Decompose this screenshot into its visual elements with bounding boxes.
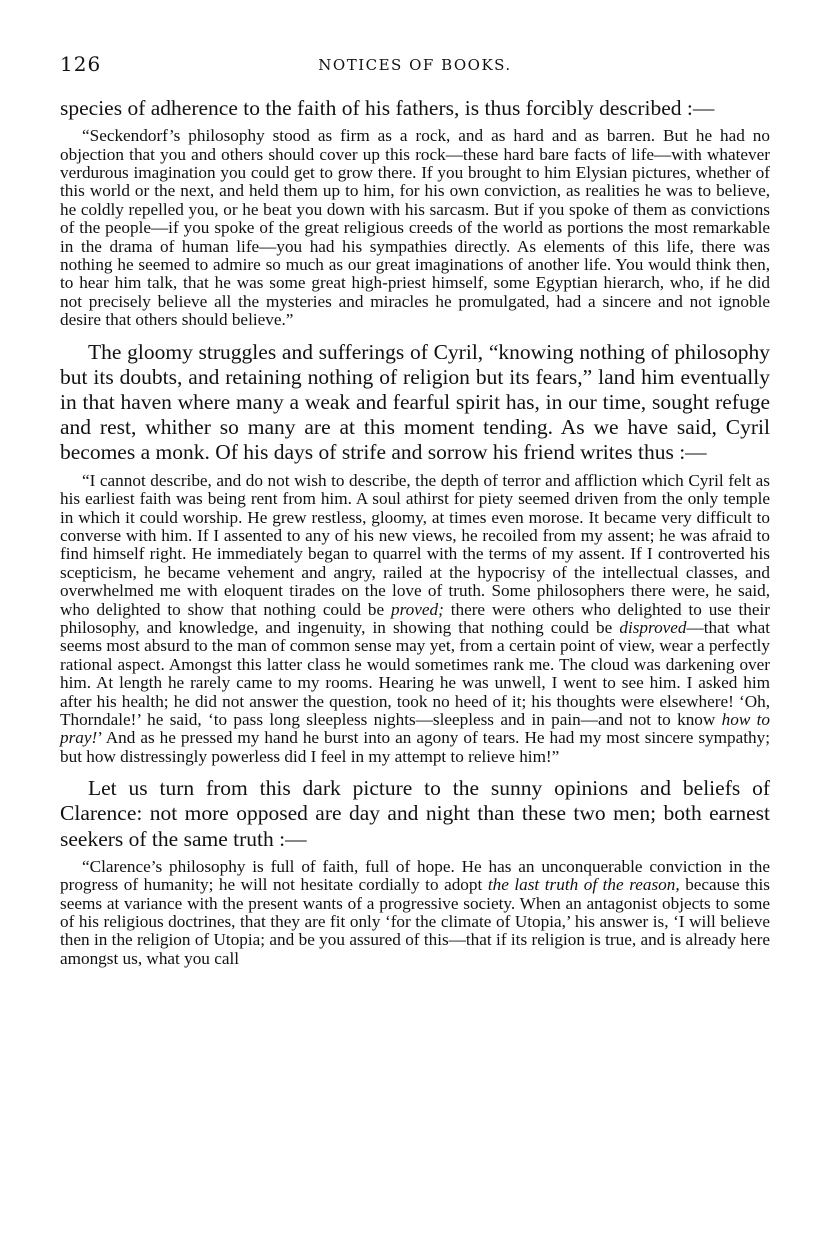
body-paragraph-1: species of adherence to the faith of his fathers, is thus forcibly described :— bbox=[60, 96, 715, 120]
quote-clarence-emphasis: the last truth of the reason, bbox=[487, 875, 680, 895]
quote-clarence bbox=[60, 858, 770, 968]
running-title: NOTICES OF BOOKS. bbox=[318, 56, 512, 74]
quote-seckendorf: “Seckendorf’s philosophy stood as firm as a rock, and as hard and as barren. But he had no objection that you and others should cover up this rock—these hard bare facts of life—with whatever verdurous imagination you could get to grow there. If you brought to him Elysian pictures, whether of this world or the next, and held them up to him, for his own conviction, as realities he was to believe, he coldly repelled you, or he beat you down with his sarcasm. But if you spoke of them as convictions of the people—if you spoke of the great religious creeds of the world as portions the most remarkable in the drama of human life—you had his sympathies directly. As elements of this life, there was nothing he seemed to admire so much as our great imaginations of another life. You would think then, to hear him talk, that he was some great high-priest himself, some Egyptian hierarch, who, if he did not precisely believe all the mysteries and miracles he promulgated, had a sincere and not ignoble desire that others should believe.” bbox=[60, 126, 770, 330]
book-page bbox=[60, 52, 770, 978]
quote-cyril-text-3: —that what seems most absurd to the man of common sense may yet, from a certain point of view, wear a perfectly rational aspect. Amongst this latter class he would sometimes rank me. The cloud was darkening over him. At length he rarely came to my rooms. Hearing he was unwell, I went to see him. I asked him after his health; he did not answer the question, took no heed of it; his thoughts were elsewhere! ‘Oh, Thorndale!’ he said, ‘to pass long sleepless nights—sleepless and in pain—and not to know bbox=[60, 617, 770, 729]
body-paragraph-3: Let us turn from this dark picture to the sunny opinions and beliefs of Clarence: not more opposed are day and night than these two men; both earnest seekers of the same truth :— bbox=[60, 776, 770, 851]
page-header bbox=[60, 52, 770, 82]
quote-cyril-text-2: there were others who delighted to use their philosophy, and knowledge, and ingenuity, in showing that nothing could be bbox=[60, 599, 770, 637]
quote-cyril-emphasis-pray: how to pray! bbox=[60, 709, 770, 748]
quote-cyril-emphasis-proved: proved; bbox=[391, 599, 444, 619]
quote-cyril-text-1: “I cannot describe, and do not wish to describe, the depth of terror and affliction which Cyril felt as his earliest faith was being rent from him. A soul athirst for piety seemed driven from the only temple in which it could worship. He grew restless, gloomy, at times even morose. It became very difficult to converse with him. If I assented to any of his new views, he recoiled from my assent; he was afraid to find himself right. He immediately began to quarrel with the terms of my assent. If I controverted his scepticism, he became vehement and angry, railed at the hypocrisy of the intellectual classes, and overwhelmed me with eloquent tirades on the love of truth. Some philosophers there were, he said, who delighted to show that nothing could be bbox=[60, 470, 770, 619]
quote-clarence-text-2: because this seems at variance with the present wants of a progressive society. When an antagonist objects to some of his religious doctrines, that they are fit only ‘for the climate of Utopia,’ his answer is, ‘I will believe then in the religion of Utopia; and be you assured of this—that if its religion is true, and is already here amongst us, what you call bbox=[60, 875, 770, 968]
quote-cyril-text-4: ’ And as he pressed my hand he burst into an agony of tears. He had my most sincere sympathy; but how distressingly powerless did I feel in my attempt to relieve him!” bbox=[60, 728, 770, 766]
quote-cyril bbox=[60, 472, 770, 767]
page-number: 126 bbox=[60, 52, 102, 76]
body-paragraph-2: The gloomy struggles and sufferings of Cyril, “knowing nothing of philosophy but its doubts, and retaining nothing of religion but its fears,” land him eventually in that haven where many a weak and fearful spirit has, in our time, sought refuge and rest, whither so many are at this moment tending. As we have said, Cyril becomes a monk. Of his days of strife and sorrow his friend writes thus :— bbox=[60, 339, 770, 465]
quote-clarence-text-1: “Clarence’s philosophy is full of faith, full of hope. He has an unconquerable conviction in the progress of humanity; he will not hesitate cordially to adopt bbox=[60, 856, 770, 895]
quote-cyril-emphasis-disproved: disproved bbox=[619, 617, 687, 637]
